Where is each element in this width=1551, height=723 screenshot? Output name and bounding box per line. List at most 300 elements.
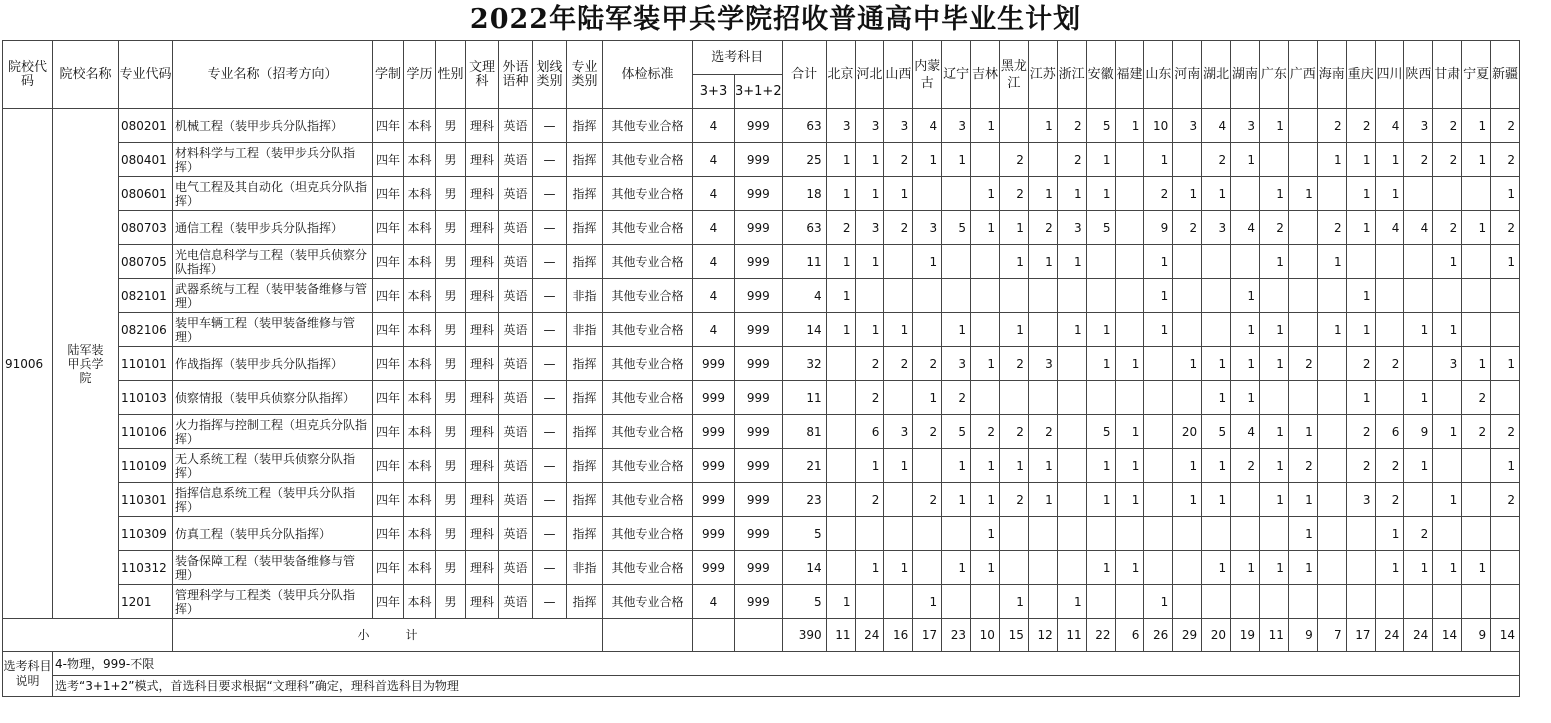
province-quota (1375, 279, 1404, 313)
major-type: 指挥 (567, 483, 603, 517)
province-quota (1115, 245, 1144, 279)
province-quota (1317, 415, 1346, 449)
province-quota: 1 (1288, 483, 1317, 517)
province-quota: 1 (1259, 415, 1288, 449)
province-quota: 1 (1144, 313, 1173, 347)
language: 英语 (499, 483, 533, 517)
major-code: 110301 (119, 483, 173, 517)
province-quota: 1 (855, 551, 884, 585)
province-quota: 10 (1144, 109, 1173, 143)
province-quota (1288, 381, 1317, 415)
subtotal-province: 23 (942, 619, 971, 652)
province-quota: 1 (884, 449, 913, 483)
province-quota: 1 (971, 551, 1000, 585)
province-quota: 4 (1231, 211, 1260, 245)
total: 14 (782, 551, 826, 585)
degree: 本科 (404, 585, 436, 619)
duration: 四年 (373, 585, 404, 619)
province-quota (1115, 177, 1144, 211)
total: 23 (782, 483, 826, 517)
degree: 本科 (404, 347, 436, 381)
province-quota (1404, 177, 1433, 211)
language: 英语 (499, 381, 533, 415)
province-quota: 5 (1086, 415, 1115, 449)
elective-312: 999 (735, 245, 783, 279)
province-quota (1404, 347, 1433, 381)
line-type: — (533, 381, 567, 415)
province-quota (826, 381, 855, 415)
duration: 四年 (373, 551, 404, 585)
province-quota (1462, 279, 1491, 313)
degree: 本科 (404, 415, 436, 449)
province-quota (1173, 313, 1202, 347)
province-quota: 2 (855, 483, 884, 517)
subtotal-province: 24 (855, 619, 884, 652)
province-quota (999, 279, 1028, 313)
physical: 其他专业合格 (603, 177, 693, 211)
subject-type: 理科 (466, 551, 499, 585)
subtotal-province: 6 (1115, 619, 1144, 652)
province-quota: 1 (999, 211, 1028, 245)
major-type: 指挥 (567, 143, 603, 177)
province-quota: 1 (1346, 211, 1375, 245)
province-quota (913, 279, 942, 313)
province-quota: 3 (1231, 109, 1260, 143)
subject-type: 理科 (466, 381, 499, 415)
major-name: 无人系统工程（装甲兵侦察分队指挥） (173, 449, 373, 483)
province-quota: 1 (1259, 245, 1288, 279)
major-type: 指挥 (567, 347, 603, 381)
elective-312: 999 (735, 279, 783, 313)
province-quota: 2 (913, 347, 942, 381)
degree: 本科 (404, 551, 436, 585)
province-quota (884, 279, 913, 313)
province-quota: 3 (942, 347, 971, 381)
subject-type: 理科 (466, 313, 499, 347)
major-name: 装备保障工程（装甲装备维修与管理） (173, 551, 373, 585)
duration: 四年 (373, 211, 404, 245)
major-type: 指挥 (567, 517, 603, 551)
province-quota (1462, 483, 1491, 517)
province-quota: 1 (1404, 551, 1433, 585)
line-type: — (533, 211, 567, 245)
province-quota (1173, 245, 1202, 279)
subtotal-province: 9 (1288, 619, 1317, 652)
table-row (3, 245, 1520, 279)
province-quota (1462, 585, 1491, 619)
header-province: 河南 (1173, 41, 1202, 109)
province-quota: 3 (1173, 109, 1202, 143)
province-quota: 5 (1202, 415, 1231, 449)
province-quota (1057, 381, 1086, 415)
province-quota: 1 (1057, 313, 1086, 347)
header-province: 黑龙江 (999, 41, 1028, 109)
header-province: 福建 (1115, 41, 1144, 109)
header-province: 宁夏 (1462, 41, 1491, 109)
page-title: 2022年陆军装甲兵学院招收普通高中毕业生计划 (469, 4, 1082, 35)
province-quota: 1 (1144, 143, 1173, 177)
province-quota (1346, 245, 1375, 279)
province-quota: 1 (1231, 347, 1260, 381)
duration: 四年 (373, 279, 404, 313)
province-quota (1115, 585, 1144, 619)
elective-33: 999 (693, 551, 735, 585)
subtotal-province: 10 (971, 619, 1000, 652)
province-quota (913, 313, 942, 347)
province-quota: 2 (1317, 211, 1346, 245)
province-quota: 2 (1231, 449, 1260, 483)
province-quota: 2 (1057, 143, 1086, 177)
province-quota (1202, 245, 1231, 279)
province-quota: 1 (1202, 347, 1231, 381)
province-quota (971, 381, 1000, 415)
language: 英语 (499, 177, 533, 211)
province-quota: 1 (1086, 177, 1115, 211)
province-quota (1028, 313, 1057, 347)
province-quota (1404, 279, 1433, 313)
province-quota: 2 (1317, 109, 1346, 143)
subtotal-province: 17 (913, 619, 942, 652)
province-quota: 2 (1173, 211, 1202, 245)
province-quota: 1 (971, 211, 1000, 245)
gender: 男 (436, 143, 466, 177)
subtotal-province: 11 (826, 619, 855, 652)
province-quota: 2 (999, 177, 1028, 211)
province-quota: 3 (942, 109, 971, 143)
duration: 四年 (373, 347, 404, 381)
subject-type: 理科 (466, 415, 499, 449)
gender: 男 (436, 245, 466, 279)
province-quota: 1 (884, 313, 913, 347)
province-quota: 4 (1231, 415, 1260, 449)
elective-33: 999 (693, 517, 735, 551)
header-province: 湖北 (1202, 41, 1231, 109)
duration: 四年 (373, 177, 404, 211)
province-quota: 1 (1491, 177, 1520, 211)
province-quota: 1 (1317, 245, 1346, 279)
line-type: — (533, 415, 567, 449)
elective-33: 4 (693, 279, 735, 313)
province-quota: 1 (1462, 143, 1491, 177)
province-quota: 1 (1288, 517, 1317, 551)
gender: 男 (436, 347, 466, 381)
province-quota: 1 (1491, 347, 1520, 381)
province-quota: 2 (884, 347, 913, 381)
province-quota: 1 (1433, 483, 1462, 517)
language: 英语 (499, 245, 533, 279)
major-name: 装甲车辆工程（装甲装备维修与管理） (173, 313, 373, 347)
province-quota: 1 (1173, 347, 1202, 381)
province-quota: 1 (1259, 109, 1288, 143)
table-row (3, 313, 1520, 347)
major-type: 指挥 (567, 449, 603, 483)
elective-312: 999 (735, 177, 783, 211)
elective-312: 999 (735, 109, 783, 143)
province-quota: 1 (855, 245, 884, 279)
province-quota: 1 (1057, 245, 1086, 279)
language: 英语 (499, 415, 533, 449)
province-quota (1202, 313, 1231, 347)
province-quota (1086, 585, 1115, 619)
subtotal-province: 11 (1259, 619, 1288, 652)
table-row (3, 211, 1520, 245)
province-quota: 2 (884, 211, 913, 245)
degree: 本科 (404, 109, 436, 143)
province-quota: 4 (1375, 211, 1404, 245)
major-type: 非指 (567, 279, 603, 313)
province-quota (1259, 143, 1288, 177)
province-quota (1086, 381, 1115, 415)
table-row (3, 109, 1520, 143)
province-quota (1231, 177, 1260, 211)
province-quota: 1 (1086, 483, 1115, 517)
province-quota (1057, 347, 1086, 381)
province-quota: 1 (1462, 347, 1491, 381)
province-quota (1404, 585, 1433, 619)
province-quota: 1 (1317, 313, 1346, 347)
subtotal-province: 15 (999, 619, 1028, 652)
physical: 其他专业合格 (603, 245, 693, 279)
province-quota (884, 585, 913, 619)
province-quota (1491, 279, 1520, 313)
province-quota (826, 449, 855, 483)
province-quota: 1 (942, 313, 971, 347)
header-elective-312: 3+1+2 (735, 75, 783, 109)
province-quota (826, 551, 855, 585)
province-quota: 1 (1086, 551, 1115, 585)
province-quota (884, 483, 913, 517)
province-quota (1433, 177, 1462, 211)
physical: 其他专业合格 (603, 381, 693, 415)
elective-312: 999 (735, 381, 783, 415)
province-quota (1231, 483, 1260, 517)
province-quota (1404, 245, 1433, 279)
total: 11 (782, 245, 826, 279)
province-quota: 1 (971, 347, 1000, 381)
province-quota: 2 (1404, 143, 1433, 177)
province-quota: 1 (1202, 483, 1231, 517)
province-quota: 1 (1317, 143, 1346, 177)
major-name: 仿真工程（装甲兵分队指挥） (173, 517, 373, 551)
province-quota: 3 (1433, 347, 1462, 381)
major-code: 1201 (119, 585, 173, 619)
province-quota (1231, 585, 1260, 619)
province-quota: 1 (913, 143, 942, 177)
province-quota: 1 (1433, 245, 1462, 279)
elective-312: 999 (735, 313, 783, 347)
province-quota: 1 (1057, 585, 1086, 619)
header-subject-type: 文理科 (466, 41, 499, 109)
line-type: — (533, 347, 567, 381)
school-name: 陆军装甲兵学院 (53, 109, 119, 619)
province-quota: 3 (855, 211, 884, 245)
line-type: — (533, 449, 567, 483)
province-quota: 2 (913, 415, 942, 449)
header-elective: 选考科目 (693, 41, 783, 75)
province-quota (942, 177, 971, 211)
elective-33: 999 (693, 415, 735, 449)
subtotal-province: 26 (1144, 619, 1173, 652)
duration: 四年 (373, 449, 404, 483)
header-province: 广东 (1259, 41, 1288, 109)
province-quota: 2 (1375, 347, 1404, 381)
province-quota: 5 (942, 211, 971, 245)
subject-type: 理科 (466, 211, 499, 245)
province-quota (1173, 143, 1202, 177)
province-quota (1491, 313, 1520, 347)
province-quota: 20 (1173, 415, 1202, 449)
province-quota (1259, 517, 1288, 551)
province-quota: 1 (855, 143, 884, 177)
province-quota: 4 (1202, 109, 1231, 143)
province-quota: 1 (999, 449, 1028, 483)
elective-33: 4 (693, 143, 735, 177)
physical: 其他专业合格 (603, 347, 693, 381)
province-quota (1375, 585, 1404, 619)
province-quota: 2 (1028, 211, 1057, 245)
header-province: 四川 (1375, 41, 1404, 109)
elective-33: 999 (693, 381, 735, 415)
header-degree: 学历 (404, 41, 436, 109)
major-type: 非指 (567, 551, 603, 585)
physical: 其他专业合格 (603, 279, 693, 313)
major-type: 指挥 (567, 381, 603, 415)
province-quota (1028, 381, 1057, 415)
province-quota (1346, 551, 1375, 585)
table-row (3, 143, 1520, 177)
province-quota: 1 (1404, 449, 1433, 483)
province-quota: 6 (1375, 415, 1404, 449)
province-quota: 3 (1346, 483, 1375, 517)
province-quota (1462, 517, 1491, 551)
header-province: 安徽 (1086, 41, 1115, 109)
province-quota: 2 (1288, 347, 1317, 381)
major-code: 080601 (119, 177, 173, 211)
major-code: 080201 (119, 109, 173, 143)
subject-type: 理科 (466, 279, 499, 313)
subject-type: 理科 (466, 585, 499, 619)
province-quota (1259, 585, 1288, 619)
physical: 其他专业合格 (603, 449, 693, 483)
province-quota: 1 (855, 313, 884, 347)
province-quota: 1 (913, 245, 942, 279)
province-quota (942, 245, 971, 279)
degree: 本科 (404, 483, 436, 517)
elective-33: 4 (693, 313, 735, 347)
province-quota (1115, 279, 1144, 313)
province-quota: 1 (855, 449, 884, 483)
header-gender: 性别 (436, 41, 466, 109)
line-type: — (533, 483, 567, 517)
province-quota (971, 143, 1000, 177)
subject-type: 理科 (466, 449, 499, 483)
gender: 男 (436, 313, 466, 347)
province-quota: 1 (1375, 143, 1404, 177)
province-quota (1057, 551, 1086, 585)
line-type: — (533, 245, 567, 279)
physical: 其他专业合格 (603, 143, 693, 177)
major-name: 光电信息科学与工程（装甲兵侦察分队指挥） (173, 245, 373, 279)
province-quota (1288, 279, 1317, 313)
header-province: 广西 (1288, 41, 1317, 109)
province-quota: 1 (1491, 245, 1520, 279)
subtotal-province: 22 (1086, 619, 1115, 652)
line-type: — (533, 585, 567, 619)
elective-312: 999 (735, 483, 783, 517)
degree: 本科 (404, 381, 436, 415)
province-quota (1231, 517, 1260, 551)
physical: 其他专业合格 (603, 483, 693, 517)
total: 14 (782, 313, 826, 347)
table-row (3, 585, 1520, 619)
header-school-name: 院校名称 (53, 41, 119, 109)
table-row (3, 449, 1520, 483)
province-quota: 1 (913, 381, 942, 415)
province-quota (1491, 517, 1520, 551)
table-row (3, 551, 1520, 585)
line-type: — (533, 109, 567, 143)
physical: 其他专业合格 (603, 415, 693, 449)
province-quota: 1 (1433, 415, 1462, 449)
province-quota: 1 (884, 551, 913, 585)
province-quota: 5 (1086, 109, 1115, 143)
province-quota: 2 (913, 483, 942, 517)
province-quota (1317, 517, 1346, 551)
header-province: 北京 (826, 41, 855, 109)
province-quota (1433, 585, 1462, 619)
total: 21 (782, 449, 826, 483)
province-quota (1173, 551, 1202, 585)
province-quota: 1 (1202, 551, 1231, 585)
province-quota (1288, 211, 1317, 245)
province-quota: 2 (1491, 211, 1520, 245)
province-quota: 1 (1086, 347, 1115, 381)
province-quota (971, 313, 1000, 347)
province-quota: 1 (1462, 211, 1491, 245)
province-quota (942, 585, 971, 619)
major-name: 机械工程（装甲步兵分队指挥） (173, 109, 373, 143)
province-quota: 1 (1346, 143, 1375, 177)
province-quota (826, 517, 855, 551)
province-quota: 1 (1173, 449, 1202, 483)
major-type: 指挥 (567, 415, 603, 449)
province-quota: 2 (1462, 415, 1491, 449)
header-major-type: 专业类别 (567, 41, 603, 109)
degree: 本科 (404, 517, 436, 551)
province-quota: 2 (1491, 109, 1520, 143)
table-row (3, 483, 1520, 517)
header-province: 浙江 (1057, 41, 1086, 109)
province-quota: 1 (1231, 381, 1260, 415)
header-major-code: 专业代码 (119, 41, 173, 109)
province-quota: 1 (826, 585, 855, 619)
header-line-type: 划线类别 (533, 41, 567, 109)
province-quota (1491, 551, 1520, 585)
province-quota: 1 (1288, 415, 1317, 449)
province-quota (1144, 483, 1173, 517)
elective-33: 4 (693, 585, 735, 619)
province-quota: 1 (1028, 483, 1057, 517)
province-quota (1028, 279, 1057, 313)
subtotal-province: 14 (1433, 619, 1462, 652)
table-row (3, 415, 1520, 449)
subtotal-total: 390 (782, 619, 826, 652)
header-province: 辽宁 (942, 41, 971, 109)
province-quota: 1 (826, 143, 855, 177)
province-quota: 2 (1144, 177, 1173, 211)
header-province: 甘肃 (1433, 41, 1462, 109)
province-quota: 1 (1259, 551, 1288, 585)
